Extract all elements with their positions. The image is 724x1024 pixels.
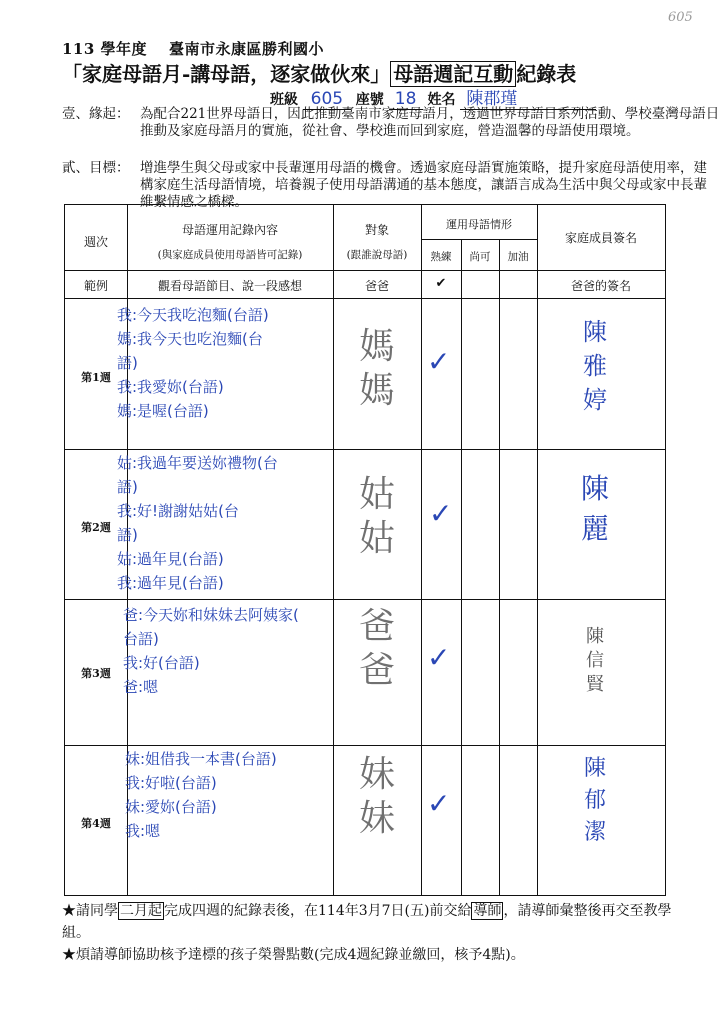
week1-line: 媽:我今天也吃泡麵(台	[117, 330, 263, 348]
week2-line: 姑:過年見(台語)	[117, 550, 224, 568]
title-tail: 紀錄表	[516, 62, 577, 86]
week1-line: 語)	[117, 354, 138, 372]
footer-note-submit	[62, 900, 682, 944]
corner-note: 605	[668, 10, 693, 25]
section-goal-body: 增進學生與父母或家中長輩運用母語的機會。透過家庭母語實施策略，提升家庭母語使用率，建構家庭生活母語情境，培養親子使用母語溝通的基本態度，讓語言成為生活中與父母或家中長輩維繫情感之橋樑。	[140, 160, 707, 210]
week2-signature	[565, 469, 625, 549]
week4-sign-char: 陳	[583, 756, 606, 781]
week3-sign-char: 信	[586, 650, 604, 671]
title-boxed: 母語週記互動	[390, 61, 516, 87]
week1-sign-char: 婷	[583, 386, 607, 414]
week2-line: 我:好!謝謝姑姑(台	[117, 502, 239, 520]
example-target: 爸爸	[364, 279, 389, 293]
name-value: 陳郡瑾	[460, 84, 596, 110]
seat-label: 座號	[355, 92, 384, 108]
week3-line: 爸:今天妳和妹妹去阿姨家(	[123, 606, 299, 624]
week2-check-mark: ✓	[429, 497, 453, 530]
week3-target-char: 爸	[358, 650, 395, 691]
week4-sign-char: 潔	[583, 820, 606, 845]
footer-note1-b: 完成四週的紀錄表後，在114年3月7日(五)前交給	[164, 903, 472, 919]
footer-note1-a: ★請同學	[62, 903, 118, 919]
example-check-mark: ✔	[435, 276, 447, 291]
footer-note1-box2: 導師	[473, 903, 502, 919]
header-target: 對象	[364, 223, 389, 237]
week4-label: 第4週	[81, 817, 111, 830]
class-label: 班級	[270, 92, 298, 108]
week3-label: 第3週	[81, 667, 111, 680]
section-origin	[62, 106, 722, 158]
week2-line: 姑:我過年要送妳禮物(台	[117, 454, 278, 472]
header-content-note: (與家庭成員使用母語皆可記錄)	[157, 249, 303, 261]
header-content: 母語運用記錄內容	[181, 223, 278, 237]
section-origin-heading: 壹、緣起：	[62, 106, 130, 122]
week2-line: 語)	[117, 478, 138, 496]
week3-sign-char: 賢	[586, 674, 604, 695]
title-main: 「家庭母語月-講母語，逐家做伙來」	[62, 62, 391, 86]
footer-note1-box1: 二月起	[120, 903, 162, 919]
section-goal-heading: 貳、目標：	[62, 160, 130, 176]
week1-line: 我:我愛妳(台語)	[117, 378, 224, 396]
week1-target-char: 媽	[358, 370, 395, 411]
class-value: 605	[303, 89, 351, 110]
week1-signature	[565, 315, 625, 417]
header-usage: 運用母語情形	[446, 218, 512, 231]
week4-sign-char: 郁	[583, 788, 606, 813]
week2-content	[117, 451, 278, 595]
page-title	[62, 58, 576, 87]
week3-line: 我:好(台語)	[123, 654, 200, 672]
week1-line: 媽:是喔(台語)	[117, 402, 209, 420]
week4-target	[337, 753, 417, 841]
header-target-note: (跟誰說母語)	[346, 249, 408, 261]
week4-content	[125, 747, 277, 843]
week3-target-char: 爸	[358, 606, 395, 647]
footer-note1-c: ，請導師彙整後再交至教學組。	[62, 903, 672, 941]
seat-value: 18	[389, 89, 423, 110]
week1-check-mark: ✓	[427, 345, 451, 378]
footer-note-points: ★煩請導師協助核予達標的孩子榮譽點數(完成4週紀錄並繳回，核予4點)。	[62, 947, 525, 963]
header-ok: 尚可	[469, 251, 491, 263]
week3-sign-char: 陳	[586, 626, 604, 647]
school-name: 臺南市永康區勝利國小	[169, 40, 325, 58]
week2-sign-char: 陳	[580, 472, 609, 505]
week3-target	[337, 605, 417, 693]
week1-sign-char: 陳	[583, 318, 607, 346]
week3-content	[123, 603, 299, 699]
school-header	[62, 38, 324, 59]
school-year: 113 學年度	[62, 40, 148, 58]
week1-line: 我:今天我吃泡麵(台語)	[117, 306, 269, 324]
record-table	[64, 204, 666, 896]
week2-target	[337, 473, 417, 561]
week1-target-char: 媽	[358, 326, 395, 367]
week1-label: 第1週	[81, 371, 111, 384]
week3-line: 台語)	[123, 630, 159, 648]
week4-line: 妹:姐借我一本書(台語)	[125, 750, 277, 768]
week4-line: 我:好啦(台語)	[125, 774, 217, 792]
week2-target-char: 姑	[358, 518, 395, 559]
week4-check-mark: ✓	[427, 787, 451, 820]
week2-sign-char: 麗	[580, 512, 609, 545]
week1-target	[337, 325, 417, 413]
example-sign: 爸爸的簽名	[570, 279, 631, 293]
week2-label: 第2週	[81, 521, 111, 534]
header-week: 週次	[83, 235, 108, 249]
week4-line: 妹:愛妳(台語)	[125, 798, 217, 816]
week3-check-mark: ✓	[427, 641, 451, 674]
week1-sign-char: 雅	[583, 352, 607, 380]
week4-signature	[565, 753, 625, 849]
example-label: 範例	[83, 279, 108, 293]
header-sign: 家庭成員簽名	[564, 231, 637, 245]
week3-signature	[565, 625, 625, 697]
week2-line: 我:過年見(台語)	[117, 574, 224, 592]
section-origin-body: 為配合221世界母語日，因此推動臺南市家庭母語月，透過世界母語日系列活動、學校臺灣母語日推動及家庭母語月的實施，從社會、學校進而回到家庭，營造溫馨的母語使用環境。	[140, 106, 720, 139]
header-effort: 加油	[507, 251, 529, 263]
week2-target-char: 姑	[358, 474, 395, 515]
name-label: 姓名	[427, 92, 456, 108]
week4-target-char: 妹	[358, 798, 395, 839]
example-content: 觀看母語節目、說一段感想	[157, 279, 302, 293]
week4-line: 我:嗯	[125, 822, 161, 840]
week1-content	[117, 303, 269, 423]
week4-target-char: 妹	[358, 754, 395, 795]
week3-line: 爸:嗯	[123, 678, 159, 696]
week2-line: 語)	[117, 526, 138, 544]
header-fluent: 熟練	[430, 251, 452, 263]
